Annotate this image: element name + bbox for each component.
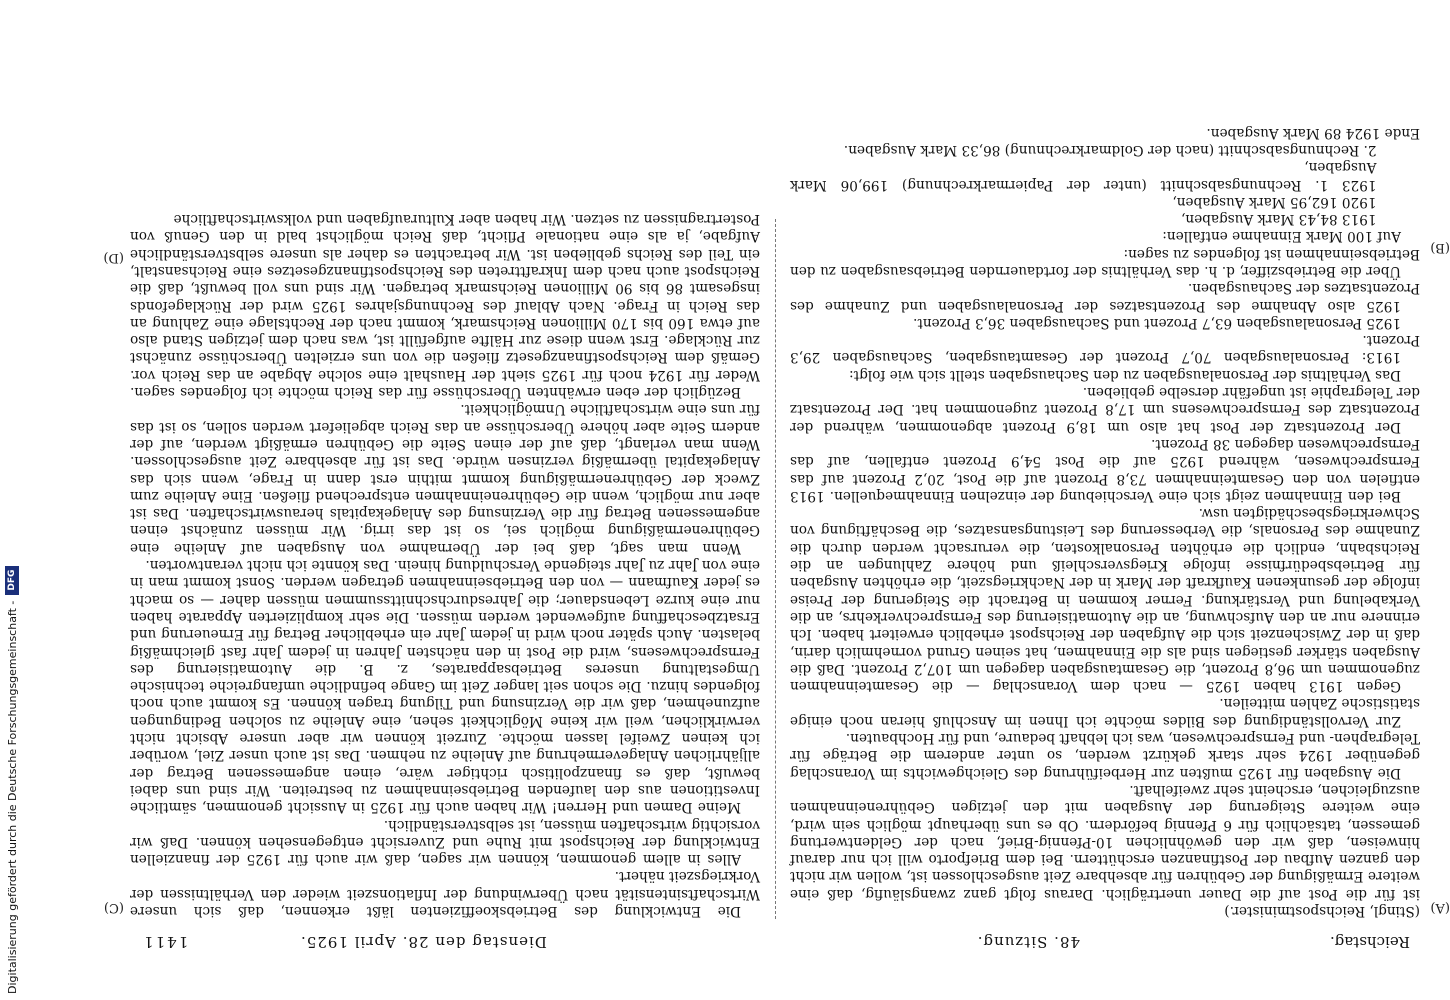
credit-text: Digitalisierung gefördert durch die Deutsche Forschungsgemeinschaft - [5,600,19,994]
speaker-line: (Stingl, Reichspostminister.) [1224,903,1420,919]
paragraph: Wenn man sagt, daß bei der Übernahme von Ausgaben auf Anleihe eine Gebührenermäßigung möglich sei, so ist das irrig. Wir müssen zunächst einen angemessenen Betrag für die Verzinsung des Anlagekapitals herauswirtschaften. Das ist aber nur möglich, wenn die Gebühreneinnahmen entsprechend fließen. Eine Anleihe zum Zweck der Gebührenermäßigung kommt mithin erst dann in Frage, wenn sich das Anlagekapital übermäßig verzinsen würde. Das ist für absehbare Zeit ausgeschlossen. Wenn man verlangt, daß auf der einen Seite die Gebühren ermäßigt werden, auf der andern Seite aber höhere Überschüsse an das Reich abgeliefert werden sollen, so ist das für uns eine wirtschaftliche Unmöglichkeit. [130,401,760,556]
paragraph: 1925 Personalausgaben 63,7 Prozent und Sachausgaben 36,3 Prozent. [913,314,1401,331]
paragraph: Die Entwicklung des Betriebskoeffizienten läßt erkennen, daß sich unsere Wirtschaftsintensität nach Überwindung der Inflationszeit wieder den Verhältnissen der Vorkriegszeit nähert. [130,868,760,919]
list-item: 1913 84,43 Mark Ausgaben, [1181,211,1377,228]
paragraph: Zur Vervollständigung des Bildes möchte ich Ihnen im Anschluß hieran noch einige statistische Zahlen mitteilen. [790,695,1420,729]
page-header [130,927,1420,955]
paragraph: Bei den Einnahmen zeigt sich eine Verschiebung der einzelnen Einnahmequellen. 1913 entfielen von den Gesamteinnahmen 73,8 Prozent auf die Post, 20,2 Prozent auf das Fernsprechwesen, während 1925 auf die Post 54,9 Prozent entfallen, auf das Fernsprechwesen dagegen 38 Prozent. [790,435,1420,504]
header-reichstag: Reichstag. [1329,933,1410,951]
margin-marker-c: (C) [103,900,124,915]
margin-marker-b: (B) [1430,240,1450,255]
dfg-logo: DFG [5,566,19,595]
credit-strip [0,0,22,1000]
page-number: 1411 [142,933,189,951]
paragraph: Über die Betriebsziffer, d. h. das Verhältnis der fortdauernden Betriebsausgaben zu den Betriebseinnahmen ist folgendes zu sagen: [790,245,1420,280]
paragraph: Das Verhältnis der Personalausgaben zu den Sachausgaben stellt sich wie folgt: [849,366,1401,383]
paragraph: Der Prozentsatz der Post hat also um 18,9 Prozent abgenommen, während der Prozentsatz des Fernsprechwesens um 17,8 Prozent zugenommen hat. Der Prozentsatz der Telegraphie ist ungefähr derselbe geblieben. [790,384,1420,435]
scanned-page [103,50,1450,955]
paragraph: Gegen 1913 haben 1925 — nach dem Voranschlag — die Gesamteinnahmen zugenommen um 96,8 Prozent, die Gesamtausgaben dagegen um 107,2 Prozent. Daß die Ausgaben stärker gestiegen sind als die Einnahmen, hat seinen Grund vornehmlich darin, daß in der Zwischenzeit sich die Aufgaben der Reichspost erheblich erweitert haben. Ich erinnere nur an den Aufschwung, an die Automatisierung des Fernsprechverkehrs, an die Verkabelung und Verstärkung. Ferner kommen in Betracht die Steigerung der Preise infolge der gesunkenen Kaufkraft der Mark in der Nachkriegszeit, die erhöhten Ausgaben für Betriebsbedürfnisse infolge Kriegsverschleiß und höhere Zahlungen an die Reichsbahn, endlich die erhöhten Personalkosten, die verursacht werden durch die Zunahme des Personals, die Verbesserung des Leistungsansatzes, die Beschäftigung von Schwerkriegsbeschädigten usw. [790,505,1420,695]
column-divider [774,219,776,919]
list-item: 2. Rechnungsabschnitt (nach der Goldmarkrechnung) 86,33 Mark Ausgaben. [843,141,1377,158]
margin-marker-a: (A) [1430,900,1450,915]
list-item: Ende 1924 89 Mark Ausgaben. [1206,124,1420,141]
header-session: 48. Sitzung. [976,933,1080,951]
page-rotated-content [103,50,1450,955]
paragraph: 1925 also Abnahme des Prozentsatzes der Personalausgaben und Zunahme des Prozentsatzes der Sachausgaben. [790,280,1420,314]
paragraph: Alles in allem genommen, können wir sagen, daß wir auch für 1925 der finanziellen Entwicklung der Reichspost mit Ruhe und Zuversicht entgegensehen können. Daß wir vorsichtig wirtschaften müssen, ist selbstverständlich. [130,816,760,868]
paragraph: 1913: Personalausgaben 70,7 Prozent der Gesamtausgaben, Sachausgaben 29,3 Prozent. [790,332,1420,366]
margin-marker-d: (D) [103,250,124,265]
paragraph: Bezüglich der eben erwähnten Überschüsse für das Reich möchte ich folgendes sagen. Weder für 1924 noch für 1925 sieht der Haushalt eine solche Abgabe an das Reich vor. Gemäß dem Reichspostfinanzgesetz fließen die von uns erzielten Überschüsse zunächst zur Rücklage. Erst wenn diese zur Hälfte aufgefüllt ist, was nach dem jetzigen Stand also auf etwa 160 bis 170 Millionen Reichsmark, kommt nach der Rechtslage eine Zahlung an das Reich in Frage. Nach Ablauf des Rechnungsjahres 1925 wird der Rücklagefonds insgesamt 86 bis 90 Millionen Reichsmark betragen. Wir sind uns voll bewußt, daß die Reichspost auch nach dem Inkrafttreten des Reichspostfinanzgesetzes eine Reichsanstalt, ein Teil des Reichs geblieben ist. Wir betrachten es daher als unsere selbstverständliche Aufgabe, ja als eine nationale Pflicht, daß Reich möglichst bald in den Genuß von Postertragnissen zu setzen. Wir haben aber Kulturaufgaben und volkswirtschaftliche [130,211,760,401]
left-text-column [790,59,1420,919]
list-item: 1923 1. Rechnungsabschnitt (unter der Papiermarkrechnung) 199,06 Mark Ausgaben, [790,159,1377,193]
paragraph: Auf 100 Mark Einnahme entfallen: [1162,228,1401,245]
header-date: Dienstag den 28. April 1925. [300,933,547,951]
list-item: 1920 162,95 Mark Ausgaben, [1172,193,1377,210]
paragraph: Die Ausgaben für 1925 mußten zur Herbeiführung des Gleichgewichts im Voranschlag gegenüber 1924 sehr stark gekürzt werden, so unter anderem die Beträge für Telegraphen- und Fernsprechwesen, was ich lebhaft bedaure, und für Hochbauten. [790,730,1420,781]
paragraph: Meine Damen und Herren! Wir haben auch für 1925 in Aussicht genommen, sämtliche Investitionen aus den laufenden Betriebseinnahmen zu bestreiten. Wir sind uns dabei bewußt, daß es finanzpolitisch richtiger wäre, einen angemessenen Betrag der alljährlichen Anlagevermehrung auf Anleihe zu nehmen. Das ist auch unser Ziel, worüber ich keinen Zweifel lassen möchte. Zurzeit können wir aber unsere Absicht nicht verwirklichen, weil wir keine Möglichkeit sehen, eine Anleihe zu solchen Bedingungen aufzunehmen, daß wir die Verzinsung und Tilgung tragen können. Es kommt auch noch folgendes hinzu. Die schon seit langer Zeit im Gange befindliche umfangreiche technische Umgestaltung unseres Betriebsapparates, z. B. die Automatisierung des Fernsprechwesens, wird die Post in den nächsten Jahren in jedem Jahr fast gleichmäßig belasten. Auch später noch wird in jedem Jahr ein erheblicher Betrag für Erneuerung und Ersatzbeschaffung aufgewendet werden müssen. Die sehr komplizierten Apparate haben nur eine kurze Lebensdauer; die Jahresdurchschnittssummen müssen daher — so macht es jeder Kaufmann — von den Betriebseinnahmen getragen werden. Sonst kommt man in eine von Jahr zu Jahr steigende Verschuldung hinein. Das könnte ich nicht verantworten. [130,557,760,816]
paragraph: ist für die Post auf die Dauer unerträglich. Daraus folgt ganz zwangsläufig, daß eine weitere Ermäßigung der Gebühren für absehbare Zeit ausgeschlossen ist, wollen wir nicht den ganzen Aufbau der Postfinanzen erschüttern. Bei dem Briefporto will ich nur darauf hinweisen, daß wir den gewöhnlichen 10-Pfennig-Brief, nach der Geldentwertung gemessen, tatsächlich für 6 Pfennig befördern. Ob es uns überhaupt möglich sein wird, eine weitere Steigerung der Ausgaben mit den jetzigen Gebühreneinnahmen auszugleichen, erscheint sehr zweifelhaft. [790,781,1420,902]
right-text-column [130,59,760,919]
